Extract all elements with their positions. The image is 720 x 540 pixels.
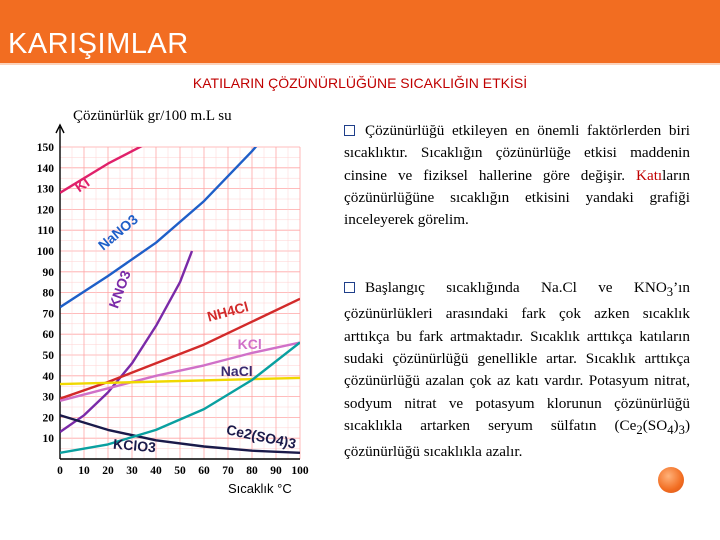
x-tick-label: 0 (57, 465, 63, 477)
subscript: 2 (636, 422, 643, 437)
x-tick-label: 40 (150, 465, 162, 477)
series-label: NaNO3 (94, 211, 141, 254)
subscript: 3 (678, 422, 685, 437)
subscript: 4 (667, 422, 674, 437)
x-tick-label: 90 (270, 465, 282, 477)
x-axis-label: Sıcaklık °C (228, 481, 292, 496)
series-label: KNO3 (105, 268, 134, 311)
paragraph-1-text: Çözünürlüğü etkileyen en önemli faktörlerden biri sıcaklıktır. Sıcaklığın çözünürlüğe etkisi maddenin cinsine ve fiziksel hallerine göre değişir. (344, 122, 690, 184)
y-tick-label: 40 (42, 370, 54, 383)
bullet-icon (344, 282, 355, 293)
y-tick-label: 150 (36, 142, 54, 154)
x-tick-label: 80 (246, 465, 258, 477)
y-tick-label: 50 (42, 350, 54, 362)
paragraph-2 (344, 277, 690, 463)
paragraph-1-text-end: ların çözünürlüğüne sıcaklığın etkisini yandaki grafiği inceleyerek görelim. (344, 166, 690, 229)
paragraph-2-text: Başlangıç sıcaklığında Na.Cl ve KNO (365, 279, 667, 296)
x-tick-label: 60 (198, 465, 210, 477)
decorative-orb-icon (658, 467, 684, 493)
x-tick-label: 70 (222, 465, 234, 477)
paragraph-2-text-formula-close: ) (673, 416, 679, 434)
series-label: NH4Cl (205, 298, 251, 325)
title-divider (0, 63, 720, 65)
y-tick-label: 140 (36, 162, 54, 175)
x-tick-label: 50 (174, 465, 186, 477)
y-tick-label: 80 (42, 287, 54, 300)
series-label: KClO3 (112, 435, 157, 456)
subscript: 3 (666, 285, 674, 300)
paragraph-2-text-formula: (SO (642, 416, 668, 434)
y-tick-label: 60 (42, 329, 54, 342)
slide-subtitle: KATILARIN ÇÖZÜNÜRLÜĞÜNE SICAKLIĞIN ETKİSİ (192, 75, 528, 91)
x-tick-label: 10 (78, 465, 90, 477)
series-label: KI (71, 174, 93, 196)
paragraph-2-text-mid: ’ın çözünürlükleri arasındaki fark çok azken sıcaklık arttıkça bu fark artmaktadır. Sıcaklık arttıkça katıların sudaki çözünürlüğü genellikle artar. Sıcaklık arttıkça çözünürlüğü azalan çok az katı vardır. Potasyum nitrat, sodyum nitrat ve potasyum klorunun çözünürlüğü sıcaklıkla artarken seryum sülfatın (Ce (344, 279, 690, 434)
y-tick-label: 10 (42, 433, 54, 446)
x-tick-label: 30 (126, 465, 138, 477)
page-title: KARIŞIMLAR (8, 28, 189, 60)
series-label: KCl (237, 335, 262, 352)
highlight-word: Katı (636, 166, 663, 184)
y-tick-label: 110 (37, 225, 54, 238)
y-tick-label: 30 (42, 391, 54, 404)
chart-svg (0, 120, 330, 480)
title-bar (0, 0, 720, 65)
y-tick-label: 120 (36, 204, 54, 217)
bullet-icon (344, 125, 355, 136)
y-axis-label: Çözünürlük gr/100 m.L su (73, 108, 232, 124)
series-label: NaCl (220, 362, 253, 379)
y-tick-label: 20 (42, 412, 54, 425)
paragraph-2-text-end: ) çözünürlüğü sıcaklıkla azalır. (344, 416, 690, 461)
y-tick-label: 70 (42, 308, 54, 321)
series-label: Ce2(SO4)3 (224, 421, 298, 452)
x-tick-label: 20 (102, 465, 114, 477)
paragraph-1 (344, 120, 690, 231)
y-tick-label: 130 (36, 183, 54, 196)
y-tick-label: 90 (42, 266, 54, 279)
solubility-chart (0, 120, 330, 485)
x-tick-label: 100 (291, 465, 309, 477)
y-tick-label: 100 (36, 246, 54, 258)
